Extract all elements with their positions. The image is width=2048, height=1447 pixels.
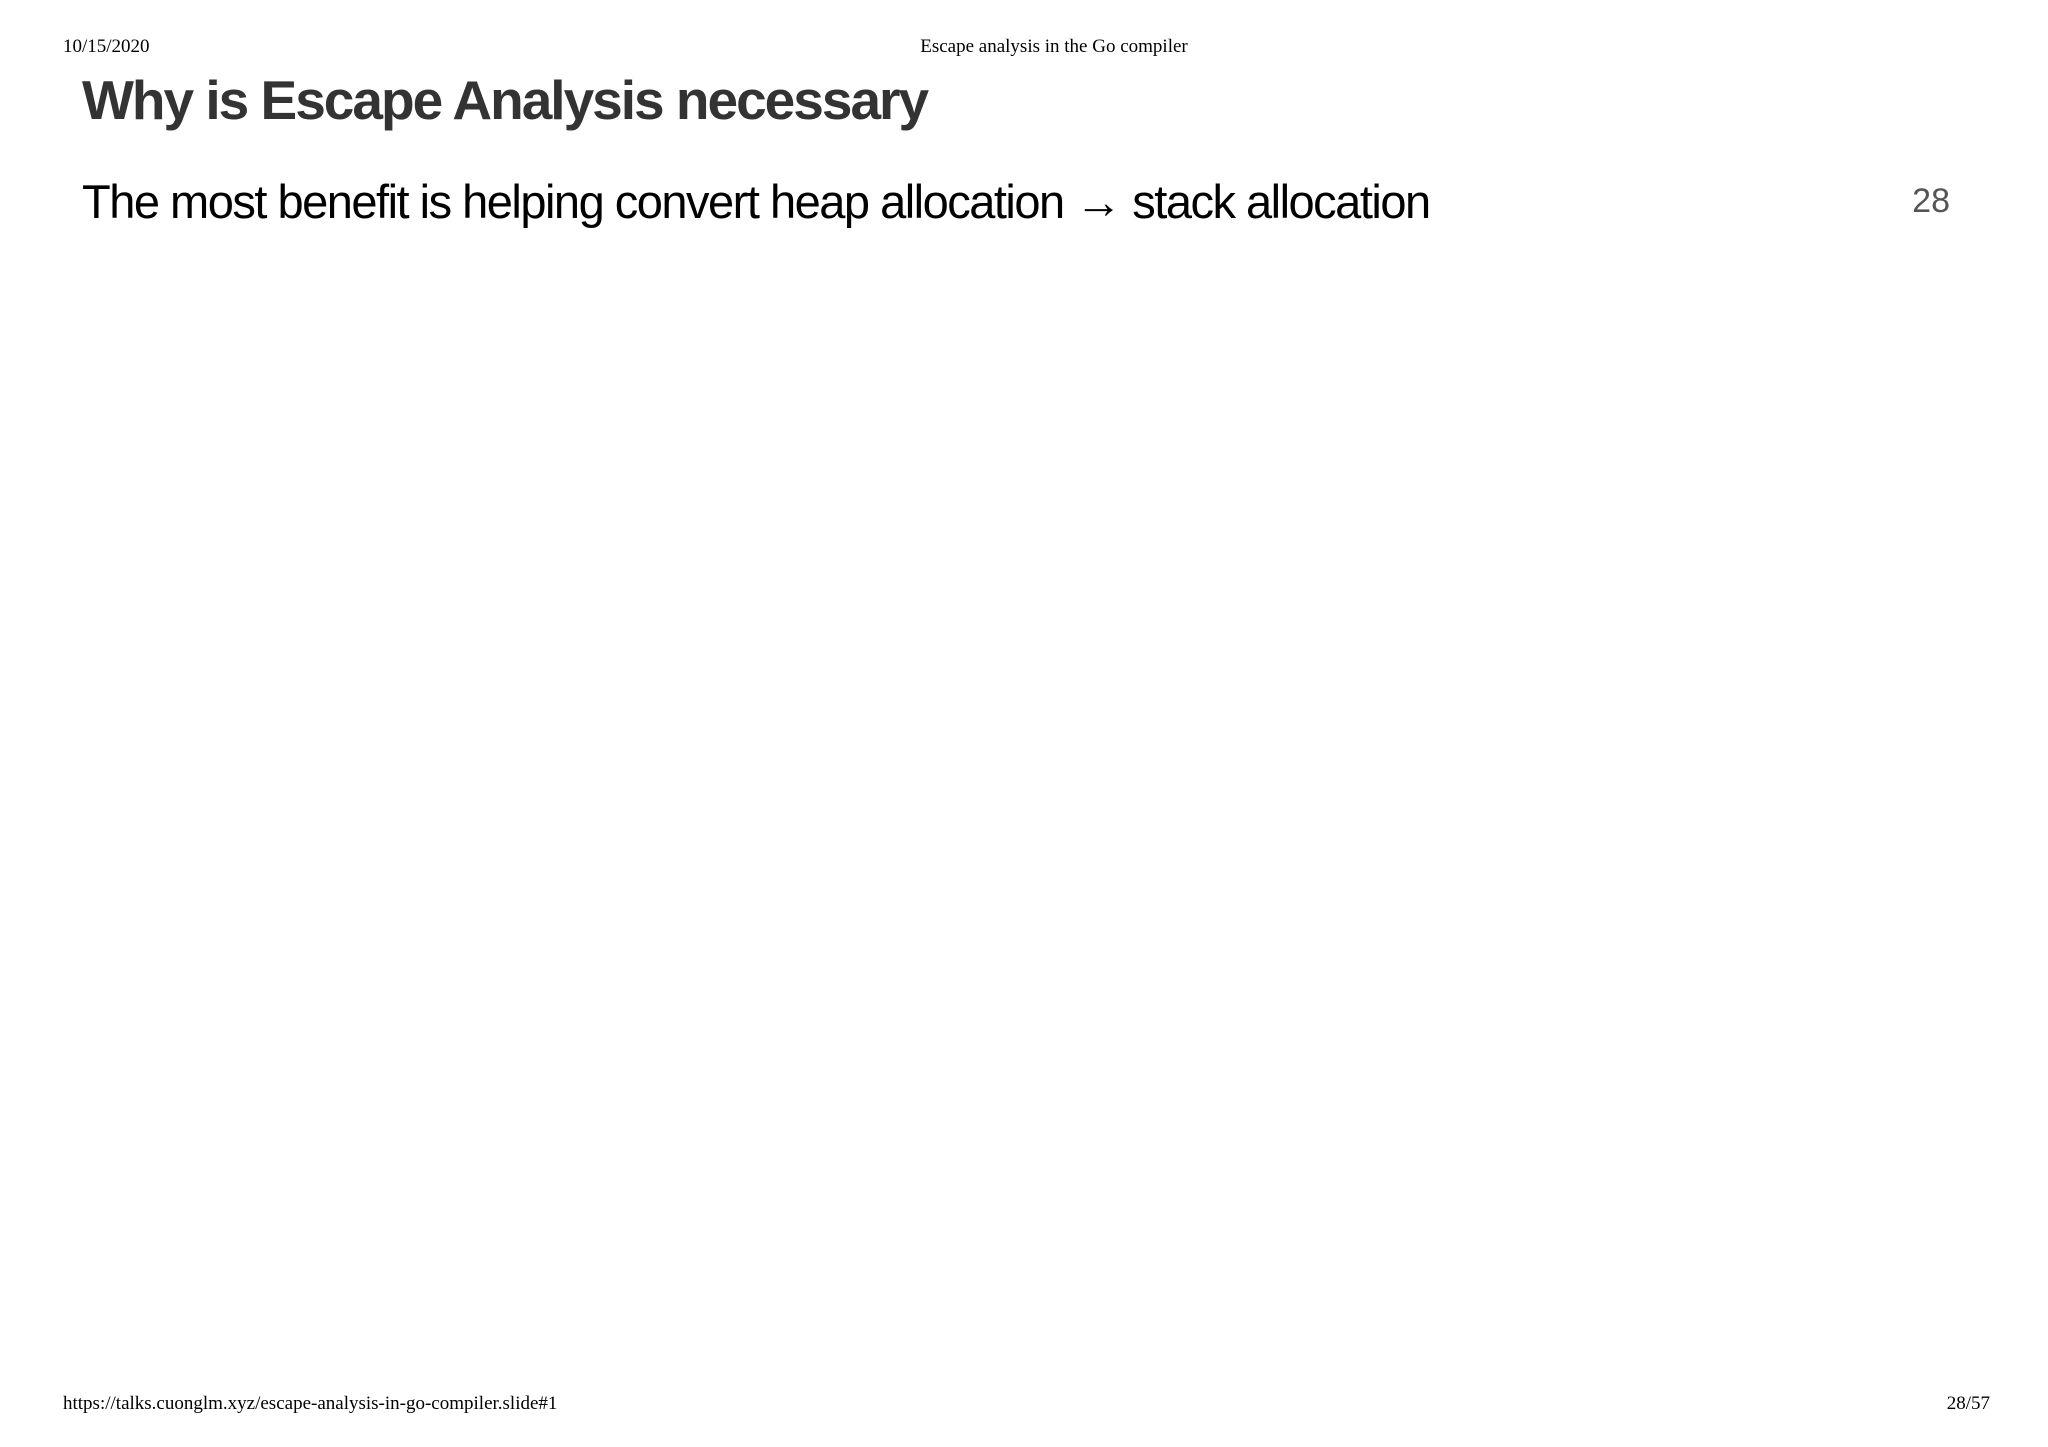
print-page-count: 28/57 (1946, 1393, 1990, 1414)
print-url: https://talks.cuonglm.xyz/escape-analysis-in-go-compiler.slide#1 (63, 1393, 558, 1414)
print-date: 10/15/2020 (63, 36, 150, 57)
slide-body-text: The most benefit is helping convert heap allocation → stack allocation (82, 175, 1430, 228)
slide-number: 28 (1912, 182, 1950, 220)
print-document-title: Escape analysis in the Go compiler (920, 36, 1188, 57)
slide-title: Why is Escape Analysis necessary (82, 69, 928, 131)
